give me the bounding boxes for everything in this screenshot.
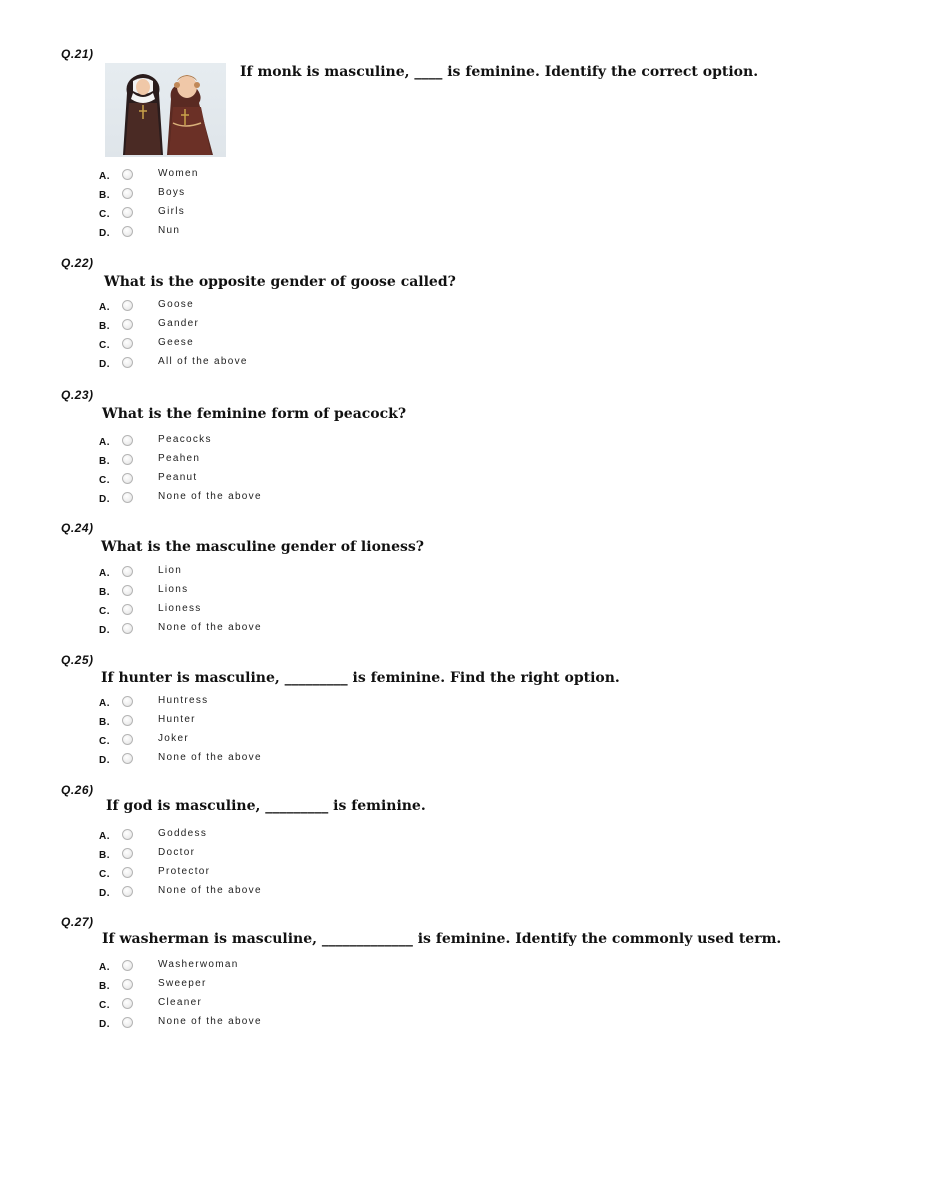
option-letter: D. xyxy=(99,228,110,239)
option-letter: B. xyxy=(99,981,110,992)
option-letter: A. xyxy=(99,568,110,579)
option-label: Joker xyxy=(158,733,189,744)
option-letter: A. xyxy=(99,698,110,709)
option-d[interactable] xyxy=(99,752,499,768)
option-letter: C. xyxy=(99,340,110,351)
option-label: Peahen xyxy=(158,453,201,464)
option-letter: A. xyxy=(99,302,110,313)
option-a[interactable] xyxy=(99,299,499,315)
radio-button[interactable] xyxy=(122,604,133,615)
option-a[interactable] xyxy=(99,434,499,450)
option-label: Girls xyxy=(158,206,186,217)
radio-button[interactable] xyxy=(122,623,133,634)
radio-button[interactable] xyxy=(122,473,133,484)
option-c[interactable] xyxy=(99,337,499,353)
option-d[interactable] xyxy=(99,1016,499,1032)
option-b[interactable] xyxy=(99,584,499,600)
option-label: Lions xyxy=(158,584,189,595)
radio-button[interactable] xyxy=(122,566,133,577)
option-label: Protector xyxy=(158,866,211,877)
question-text: What is the feminine form of peacock? xyxy=(102,406,407,422)
option-label: Peanut xyxy=(158,472,198,483)
option-label: Washerwoman xyxy=(158,959,239,970)
option-label: Geese xyxy=(158,337,194,348)
radio-button[interactable] xyxy=(122,960,133,971)
radio-button[interactable] xyxy=(122,1017,133,1028)
option-b[interactable] xyxy=(99,714,499,730)
option-b[interactable] xyxy=(99,453,499,469)
option-letter: B. xyxy=(99,587,110,598)
question-number: Q.24) xyxy=(61,521,94,535)
question-number: Q.22) xyxy=(61,256,94,270)
radio-button[interactable] xyxy=(122,357,133,368)
option-b[interactable] xyxy=(99,847,499,863)
option-letter: D. xyxy=(99,359,110,370)
question-text: If washerman is masculine, _____________ is feminine. Identify the commonly used term. xyxy=(102,931,782,947)
question-number: Q.26) xyxy=(61,783,94,797)
option-label: Sweeper xyxy=(158,978,207,989)
question-text: If monk is masculine, ____ is feminine. Identify the correct option. xyxy=(240,64,759,80)
option-letter: A. xyxy=(99,437,110,448)
option-label: Doctor xyxy=(158,847,196,858)
option-label: Goose xyxy=(158,299,194,310)
option-letter: C. xyxy=(99,736,110,747)
option-a[interactable] xyxy=(99,565,499,581)
radio-button[interactable] xyxy=(122,454,133,465)
radio-button[interactable] xyxy=(122,753,133,764)
option-c[interactable] xyxy=(99,206,499,222)
option-b[interactable] xyxy=(99,978,499,994)
question-text: If god is masculine, _________ is feminine. xyxy=(106,798,426,814)
option-a[interactable] xyxy=(99,959,499,975)
option-letter: C. xyxy=(99,475,110,486)
radio-button[interactable] xyxy=(122,867,133,878)
option-label: Women xyxy=(158,168,199,179)
option-letter: A. xyxy=(99,962,110,973)
radio-button[interactable] xyxy=(122,300,133,311)
radio-button[interactable] xyxy=(122,715,133,726)
question-number: Q.27) xyxy=(61,915,94,929)
option-b[interactable] xyxy=(99,318,499,334)
option-label: Boys xyxy=(158,187,186,198)
option-b[interactable] xyxy=(99,187,499,203)
option-letter: D. xyxy=(99,888,110,899)
question-text: What is the opposite gender of goose called? xyxy=(104,274,456,290)
option-label: Hunter xyxy=(158,714,196,725)
option-label: Cleaner xyxy=(158,997,203,1008)
radio-button[interactable] xyxy=(122,169,133,180)
option-a[interactable] xyxy=(99,168,499,184)
question-number: Q.25) xyxy=(61,653,94,667)
radio-button[interactable] xyxy=(122,226,133,237)
option-letter: D. xyxy=(99,1019,110,1030)
radio-button[interactable] xyxy=(122,979,133,990)
option-d[interactable] xyxy=(99,491,499,507)
option-label: Lioness xyxy=(158,603,202,614)
option-c[interactable] xyxy=(99,733,499,749)
option-letter: D. xyxy=(99,755,110,766)
option-label: Huntress xyxy=(158,695,209,706)
option-letter: B. xyxy=(99,321,110,332)
option-label: Peacocks xyxy=(158,434,212,445)
option-label: Lion xyxy=(158,565,183,576)
radio-button[interactable] xyxy=(122,435,133,446)
question-text: If hunter is masculine, _________ is feminine. Find the right option. xyxy=(101,670,620,686)
option-label: None of the above xyxy=(158,885,262,896)
option-label: Goddess xyxy=(158,828,208,839)
option-letter: B. xyxy=(99,456,110,467)
option-letter: A. xyxy=(99,831,110,842)
option-letter: B. xyxy=(99,717,110,728)
radio-button[interactable] xyxy=(122,696,133,707)
radio-button[interactable] xyxy=(122,998,133,1009)
option-a[interactable] xyxy=(99,828,499,844)
radio-button[interactable] xyxy=(122,734,133,745)
option-label: Gander xyxy=(158,318,200,329)
radio-button[interactable] xyxy=(122,886,133,897)
option-letter: A. xyxy=(99,171,110,182)
option-c[interactable] xyxy=(99,997,499,1013)
option-c[interactable] xyxy=(99,603,499,619)
option-label: All of the above xyxy=(158,356,248,367)
option-label: None of the above xyxy=(158,622,262,633)
option-d[interactable] xyxy=(99,356,499,372)
option-c[interactable] xyxy=(99,472,499,488)
radio-button[interactable] xyxy=(122,207,133,218)
option-label: Nun xyxy=(158,225,181,236)
option-a[interactable] xyxy=(99,695,499,711)
radio-button[interactable] xyxy=(122,188,133,199)
question-number: Q.23) xyxy=(61,388,94,402)
option-letter: C. xyxy=(99,606,110,617)
option-label: None of the above xyxy=(158,752,262,763)
radio-button[interactable] xyxy=(122,585,133,596)
option-label: None of the above xyxy=(158,1016,262,1027)
option-letter: D. xyxy=(99,494,110,505)
radio-button[interactable] xyxy=(122,338,133,349)
radio-button[interactable] xyxy=(122,829,133,840)
option-d[interactable] xyxy=(99,885,499,901)
radio-button[interactable] xyxy=(122,848,133,859)
radio-button[interactable] xyxy=(122,492,133,503)
option-letter: C. xyxy=(99,1000,110,1011)
option-label: None of the above xyxy=(158,491,262,502)
option-d[interactable] xyxy=(99,622,499,638)
option-c[interactable] xyxy=(99,866,499,882)
option-letter: D. xyxy=(99,625,110,636)
question-text: What is the masculine gender of lioness? xyxy=(101,539,424,555)
option-letter: B. xyxy=(99,190,110,201)
option-letter: C. xyxy=(99,209,110,220)
option-d[interactable] xyxy=(99,225,499,241)
radio-button[interactable] xyxy=(122,319,133,330)
option-letter: B. xyxy=(99,850,110,861)
option-letter: C. xyxy=(99,869,110,880)
question-number: Q.21) xyxy=(61,47,94,61)
monk-and-nun-dolls-image xyxy=(105,63,226,157)
